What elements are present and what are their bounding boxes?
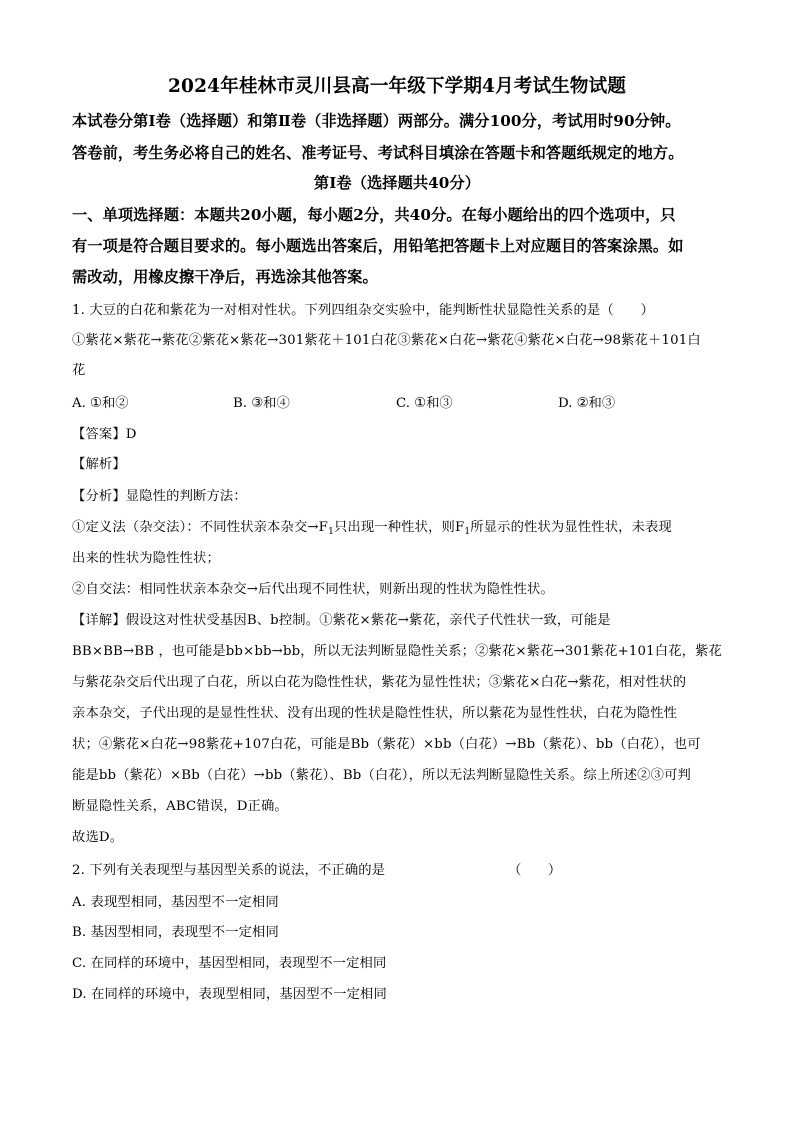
part-intro-line-3: 需改动，用橡皮擦干净后，再选涂其他答案。 xyxy=(72,268,378,286)
fenxi-line xyxy=(72,485,247,504)
q2-option-a: A. 表现型相同，基因型不一定相同 xyxy=(72,895,279,910)
intro-line-2: 答卷前，考生务必将自己的姓名、准考证号、考试科目填涂在答题卡和答题纸规定的地方。 xyxy=(72,144,684,162)
method1-line-2: 出来的性状为隐性性状； xyxy=(72,551,220,566)
answer-tag: 【答案】 xyxy=(72,427,126,442)
method1-text-a: ①定义法（杂交法）：不同性状亲本杂交→F xyxy=(72,520,329,535)
q2-stem: 2. 下列有关表现型与基因型关系的说法，不正确的是 xyxy=(72,863,386,878)
detail-line-1 xyxy=(72,609,611,628)
detail-text-1: 假设这对性状受基因B、b控制。①紫花×紫花→紫花，亲代子代性状一致，可能是 xyxy=(125,613,611,628)
analysis-tag: 【解析】 xyxy=(72,457,126,472)
q1-option-d: D. ②和③ xyxy=(558,396,616,411)
fenxi-tag: 【分析】 xyxy=(72,489,126,504)
method1-line-1 xyxy=(72,516,672,537)
subscript-1b: 1 xyxy=(464,527,471,537)
page-title: 2024年桂林市灵川县高一年级下学期4月考试生物试题 xyxy=(167,76,627,97)
q1-answer-line xyxy=(72,423,137,442)
conclusion-line: 故选D。 xyxy=(72,830,124,845)
method1-text-c: 所显示的性状为显性性状，未表现 xyxy=(470,520,672,535)
q2-bracket: （ ） xyxy=(508,863,562,878)
detail-line-4: 亲本杂交，子代出现的是显性性状、没有出现的性状是隐性性状，所以紫花为显性性状，白花为隐性性 xyxy=(72,706,678,721)
detail-line-5: 状；④紫花×白花→98紫花+107白花，可能是Bb（紫花）×bb（白花）→Bb（紫花）、bb（白花），也可 xyxy=(72,737,701,752)
q1-stem-line-2: ①紫花×紫花→紫花②紫花×紫花→301紫花＋101白花③紫花×白花→紫花④紫花×白花→98紫花＋101白 xyxy=(72,333,701,348)
detail-tag: 【详解】 xyxy=(72,613,126,628)
detail-line-2: BB×BB→BB ，也可能是bb×bb→bb，所以无法判断显隐性关系；②紫花×紫花→301紫花+101白花，紫花 xyxy=(72,644,722,659)
q1-option-c: C. ①和③ xyxy=(396,396,453,411)
subscript-1: 1 xyxy=(328,527,334,537)
section-title: 第Ⅰ卷（选择题共40分） xyxy=(313,174,481,192)
q1-option-a: A. ①和② xyxy=(72,396,129,411)
q2-option-b: B. 基因型相同，表现型不一定相同 xyxy=(72,925,279,940)
q2-option-c: C. 在同样的环境中，基因型相同，表现型不一定相同 xyxy=(72,956,387,971)
part-intro-line-2: 有一项是符合题目要求的。每小题选出答案后，用铅笔把答题卡上对应题目的答案涂黑。如 xyxy=(72,237,684,255)
detail-line-6: 能是bb（紫花）×Bb（白花）→bb（紫花）、Bb（白花），所以无法判断显隐性关系。综上所述②③可判 xyxy=(72,768,691,783)
q2-option-d: D. 在同样的环境中，表现型相同，基因型不一定相同 xyxy=(72,987,387,1002)
answer-value: D xyxy=(125,427,137,442)
method2-line: ②自交法：相同性状亲本杂交→后代出现不同性状，则新出现的性状为隐性性状。 xyxy=(72,582,554,597)
q1-stem-line-3: 花 xyxy=(72,363,86,378)
detail-line-3: 与紫花杂交后代出现了白花，所以白花为隐性性状，紫花为显性性状；③紫花×白花→紫花，相对性状的 xyxy=(72,675,687,690)
q1-stem-line-1: 1. 大豆的白花和紫花为一对相对性状。下列四组杂交实验中，能判断性状显隐性关系的是（ ） xyxy=(72,303,655,318)
method1-text-b: 只出现一种性状，则F xyxy=(333,520,465,535)
q1-option-b: B. ③和④ xyxy=(233,396,290,411)
fenxi-text: 显隐性的判断方法： xyxy=(125,489,247,504)
intro-line-1: 本试卷分第Ⅰ卷（选择题）和第Ⅱ卷（非选择题）两部分。满分100分，考试用时90分钟。 xyxy=(72,112,681,130)
detail-line-7: 断显隐性关系，ABC错误，D正确。 xyxy=(72,799,288,814)
part-intro-line-1: 一、单项选择题：本题共20小题，每小题2分，共40分。在每小题给出的四个选项中，只 xyxy=(72,206,676,224)
